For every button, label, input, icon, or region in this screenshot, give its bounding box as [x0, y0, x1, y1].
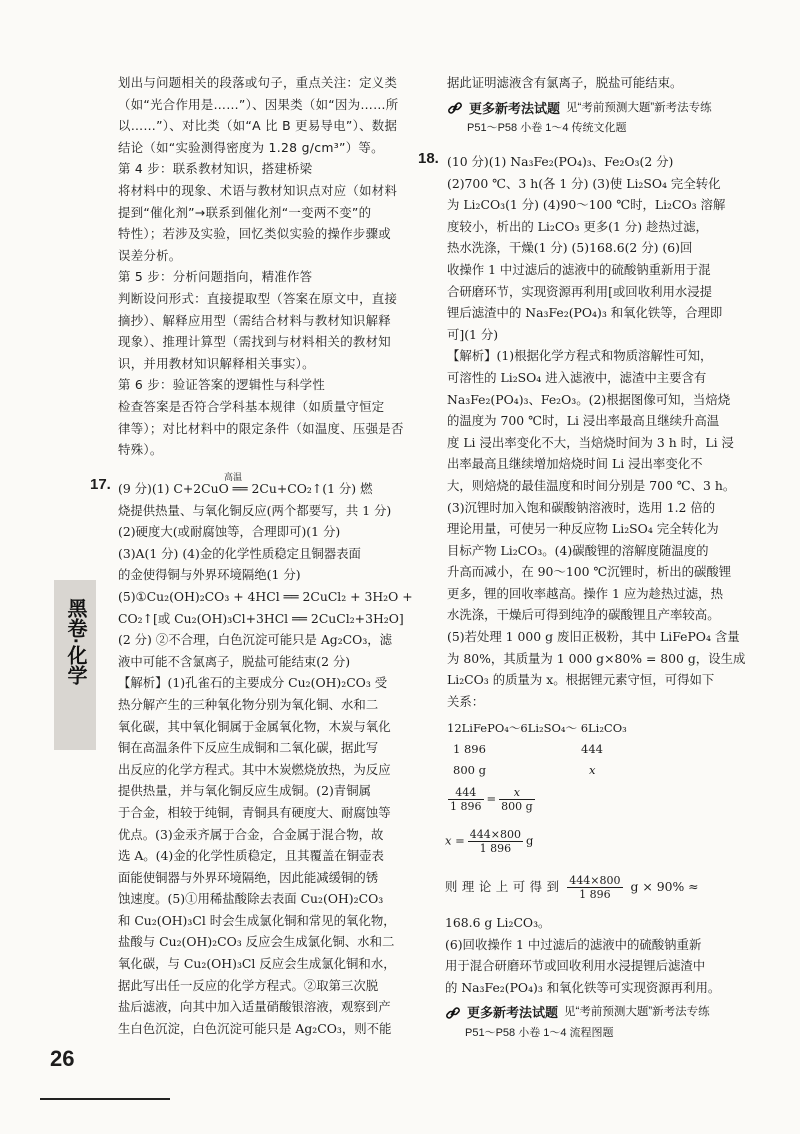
analysis-line: 据此写出任一反应的化学方程式。②取第三次脱 — [118, 977, 379, 993]
analysis-line: 生白色沉淀，白色沉淀可能只是 Ag₂CO₃，则不能 — [118, 1020, 392, 1036]
right-column — [447, 72, 757, 137]
analysis-line: 优点。(3)金汞齐属于合金，合金属于混合物，故 — [118, 826, 384, 842]
theoretical-yield — [445, 874, 699, 901]
fraction — [567, 874, 622, 901]
result-line: 168.6 g Li₂CO₃。 — [445, 915, 551, 930]
left-column — [118, 72, 415, 461]
answer-line: (2)硬度大(或耐腐蚀等，合理即可)(1 分) — [118, 524, 341, 540]
ratio-value: 800 g — [453, 763, 486, 778]
answer-line: 合研磨环节，实现资源再利用[或回收利用水浸提 — [447, 283, 713, 299]
footer-rule — [40, 1098, 170, 1100]
denominator: 1 896 — [579, 888, 611, 901]
relation-text: 12LiFePO₄～6Li₂SO₄～ 6Li₂CO₃ — [447, 721, 627, 735]
answer-line: (2)700 ℃、3 h(各 1 分) (3)使 Li₂SO₄ 完全转化 — [447, 175, 721, 191]
analysis-line: Li₂CO₃ 的质量为 x。根据锂元素守恒，可得如下 — [447, 672, 715, 688]
analysis-line: 提供热量，并与氧化铜反应生成铜。(2)青铜属 — [118, 783, 371, 799]
analysis-line: 铜在高温条件下反应生成铜和二氧化碳，据此写 — [118, 740, 379, 756]
denominator: 1 896 — [450, 800, 482, 813]
more-reference: P51～P58 小卷 1～4 传统文化题 — [467, 122, 627, 135]
analysis-line: 热分解产生的三种氧化物分别为氧化铜、水和二 — [118, 696, 379, 712]
answer-line: (9 分)(1) C+2CuO ══ 2Cu+CO₂↑(1 分) 燃 — [118, 481, 373, 496]
more-reference: P51～P58 小卷 1～4 流程图题 — [465, 1026, 614, 1039]
more-questions-banner — [447, 98, 757, 120]
equation-tail: g × 90% ≈ — [630, 879, 699, 894]
link-icon — [445, 1005, 461, 1021]
answer-line: (2 分) ②不合理，白色沉淀可能只是 Ag₂CO₃，滤 — [118, 632, 393, 648]
analysis-line: (5)若处理 1 000 g 废旧正极粉，其中 LiFePO₄ 含量 — [447, 629, 740, 645]
text-line: 用于混合研磨环节或回收利用水浸提锂后滤渣中 — [445, 958, 706, 974]
answer-line: 烧提供热量、与氧化铜反应(两个都要写，共 1 分) — [118, 502, 392, 518]
analysis-line: 理论用量，可使另一种反应物 Li₂SO₄ 完全转化为 — [447, 521, 719, 537]
text-line: 判断设问形式：直接提取型（答案在原文中，直接 — [118, 290, 398, 306]
analysis-line: 面能使铜器与外界环境隔绝，因此能减缓铜的锈 — [118, 869, 379, 885]
analysis-line: 的温度为 700 ℃时，Li 浸出率最高且继续升高温 — [447, 413, 720, 429]
text-line: 现象）、推理计算型（需找到与材料相关的教材知 — [118, 334, 391, 350]
answer-line: 液中可能不含氯离子，脱盐可能结束(2 分) — [118, 653, 351, 669]
more-title: 更多新考法试题 — [467, 1005, 559, 1021]
analysis-line: 蚀速度。(5)①用稀盐酸除去表面 Cu₂(OH)₂CO₃ — [118, 891, 384, 907]
fraction — [448, 786, 484, 813]
analysis-line: 更多，锂的回收率越高。操作 1 应为趁热过滤，热 — [447, 585, 723, 601]
analysis-line: 【解析】(1)孔雀石的主要成分 Cu₂(OH)₂CO₃ 受 — [118, 675, 388, 691]
x-equation — [445, 828, 533, 855]
numerator: x — [499, 786, 535, 800]
answer-line: (10 分)(1) Na₃Fe₂(PO₄)₃、Fe₂O₃(2 分) — [447, 154, 674, 169]
analysis-line: 升高而减小，在 90～100 ℃沉锂时，析出的碳酸锂 — [447, 564, 732, 580]
text-line: 检查答案是否符合学科基本规律（如质量守恒定 — [118, 398, 385, 414]
analysis-line: 为 80%，其质量为 1 000 g×80% = 800 g，设生成 — [447, 650, 746, 666]
text-line: 摘抄）、解释应用型（需结合材料与教材知识解释 — [118, 312, 391, 328]
numerator: 444×800 — [469, 828, 521, 841]
link-icon — [447, 100, 463, 116]
analysis-line: 盐酸与 Cu₂(OH)₂CO₃ 反应会生成氯化铜、水和二 — [118, 934, 395, 950]
relation-line — [447, 720, 757, 742]
answer-line: CO₂↑[或 Cu₂(OH)₃Cl+3HCl ══ 2CuCl₂+3H₂O] — [118, 610, 404, 626]
equation-lead: x = — [445, 833, 465, 848]
sidebar-label: 黑卷·化学 — [64, 598, 86, 685]
answer-line: 热水洗涤，干燥(1 分) (5)168.6(2 分) (6)回 — [447, 240, 693, 256]
step-heading: 第 5 步：分析问题指向，精准作答 — [118, 269, 313, 285]
step-heading: 第 6 步：验证答案的逻辑性与科学性 — [118, 377, 326, 393]
equals-sign: = — [486, 791, 497, 806]
result-and-tail — [445, 912, 755, 1042]
answer-line: (5)①Cu₂(OH)₂CO₃ + 4HCl ══ 2CuCl₂ + 3H₂O + — [118, 588, 413, 604]
text-line: (6)回收操作 1 中过滤后的滤液中的硫酸钠重新 — [445, 936, 702, 952]
text-line: 以……”）、对比类（如“A 比 B 更易导电”）、数据 — [118, 118, 398, 134]
more-questions-banner — [445, 1002, 755, 1024]
ratio-row-2 — [447, 763, 757, 785]
fraction — [499, 786, 535, 813]
text-line: 的 Na₃Fe₂(PO₄)₃ 和氧化铁等可实现资源再利用。 — [445, 979, 721, 995]
analysis-line: 【解析】(1)根据化学方程式和物质溶解性可知， — [447, 348, 713, 364]
answer-line: 可](1 分) — [447, 326, 499, 342]
text-line: 特殊）。 — [118, 442, 163, 458]
question-18-answer — [447, 151, 757, 712]
analysis-line: 盐后滤液，向其中加入适量硝酸银溶液，观察到产 — [118, 999, 391, 1015]
analysis-line: 可溶性的 Li₂SO₄ 进入滤液中，滤渣中主要含有 — [447, 369, 707, 385]
text-line: 特性）；若涉及实验，回忆类似实验的操作步骤或 — [118, 226, 391, 242]
analysis-line: 大，则焙烧的最佳温度和时间分别是 700 ℃、3 h。 — [447, 477, 736, 493]
analysis-line: 目标产物 Li₂CO₃。(4)碳酸锂的溶解度随温度的 — [447, 542, 709, 558]
answer-line: (3)A(1 分) (4)金的化学性质稳定且铜器表面 — [118, 545, 361, 561]
analysis-line: (3)沉锂时加入饱和碳酸钠溶液时，选用 1.2 倍的 — [447, 499, 716, 515]
ratio-value: 444 — [581, 741, 603, 756]
more-title: 更多新考法试题 — [469, 100, 561, 116]
question-17-number: 17. — [90, 476, 111, 493]
text-line: 将材料中的现象、术语与教材知识点对应（如材料 — [118, 182, 398, 198]
equation-lead: 则 理 论 上 可 得 到 — [445, 879, 560, 894]
step-heading: 第 4 步：联系教材知识，搭建桥梁 — [118, 161, 313, 177]
answer-line: 为 Li₂CO₃(1 分) (4)90～100 ℃时，Li₂CO₃ 溶解 — [447, 197, 726, 213]
subject-sidebar — [54, 580, 96, 750]
denominator: 1 896 — [479, 842, 512, 855]
question-17-answer — [118, 478, 418, 1039]
ratio-row-1 — [447, 742, 757, 764]
analysis-line: 水洗涤，干燥后可得到纯净的碳酸锂且产率较高。 — [447, 607, 720, 623]
text-line: 据此证明滤液含有氯离子，脱盐可能结束。 — [447, 75, 683, 90]
analysis-line: 和 Cu₂(OH)₃Cl 时会生成氯化铜和常见的氧化物， — [118, 912, 396, 928]
page-number: 26 — [50, 1046, 75, 1071]
denominator: 800 g — [501, 800, 533, 813]
answer-line: 度较小，析出的 Li₂CO₃ 更多(1 分) 趁热过滤， — [447, 218, 708, 234]
analysis-line: 氧化碳，其中氧化铜属于金属氧化物，木炭与氧化 — [118, 718, 391, 734]
more-hint: 见“考前预测大题”新考法专练 — [564, 1006, 710, 1019]
answer-line: 收操作 1 中过滤后的滤液中的硫酸钠重新用于混 — [447, 261, 711, 277]
analysis-line: 出反应的化学方程式。其中木炭燃烧放热，为反应 — [118, 761, 391, 777]
text-line: 律等）；对比材料中的限定条件（如温度、压强是否 — [118, 420, 404, 436]
text-line: （如“光合作用是……”）、因果类（如“因为……所 — [118, 96, 399, 112]
analysis-line: 关系： — [447, 693, 485, 709]
analysis-line: 出率最高且继续增加焙烧时间 Li 浸出率变化不 — [447, 456, 703, 472]
analysis-line: 度 Li 浸出率变化不大，当焙烧时间为 3 h 时，Li 浸 — [447, 434, 734, 450]
question-18-number: 18. — [418, 150, 439, 167]
text-line: 提到“催化剂”→联系到催化剂“一变两不变”的 — [118, 204, 372, 220]
unit: g — [526, 833, 534, 848]
numerator: 444 — [448, 786, 484, 800]
analysis-line: Na₃Fe₂(PO₄)₃、Fe₂O₃。(2)根据图像可知，当焙烧 — [447, 391, 731, 407]
text-line: 识，并用教材知识解释相关事实）。 — [118, 355, 315, 371]
answer-line: 的金使得铜与外界环境隔绝(1 分) — [118, 567, 301, 583]
text-line: 结论（如“实验测得密度为 1.28 g/cm³”）等。 — [118, 139, 384, 155]
ratio-value: x — [589, 763, 596, 778]
ratio-value: 1 896 — [453, 741, 486, 756]
calculation-block — [447, 720, 757, 785]
analysis-line: 选 A。(4)金的化学性质稳定，且其覆盖在铜壶表 — [118, 848, 384, 864]
proportion-equation — [445, 786, 538, 813]
analysis-line: 氧化碳，与 Cu₂(OH)₃Cl 反应会生成氯化铜和水， — [118, 956, 396, 972]
analysis-line: 于合金，相较于纯铜，青铜具有硬度大、耐腐蚀等 — [118, 804, 391, 820]
text-line: 误差分析。 — [118, 247, 182, 263]
more-hint: 见“考前预测大题”新考法专练 — [566, 101, 712, 114]
fraction — [468, 828, 523, 855]
answer-line: 锂后滤渣中的 Na₃Fe₂(PO₄)₃ 和氧化铁等，合理即 — [447, 305, 723, 321]
numerator: 444×800 — [569, 874, 621, 887]
text-line: 划出与问题相关的段落或句子，重点关注：定义类 — [118, 75, 398, 90]
reaction-condition: 高温 — [224, 473, 243, 483]
